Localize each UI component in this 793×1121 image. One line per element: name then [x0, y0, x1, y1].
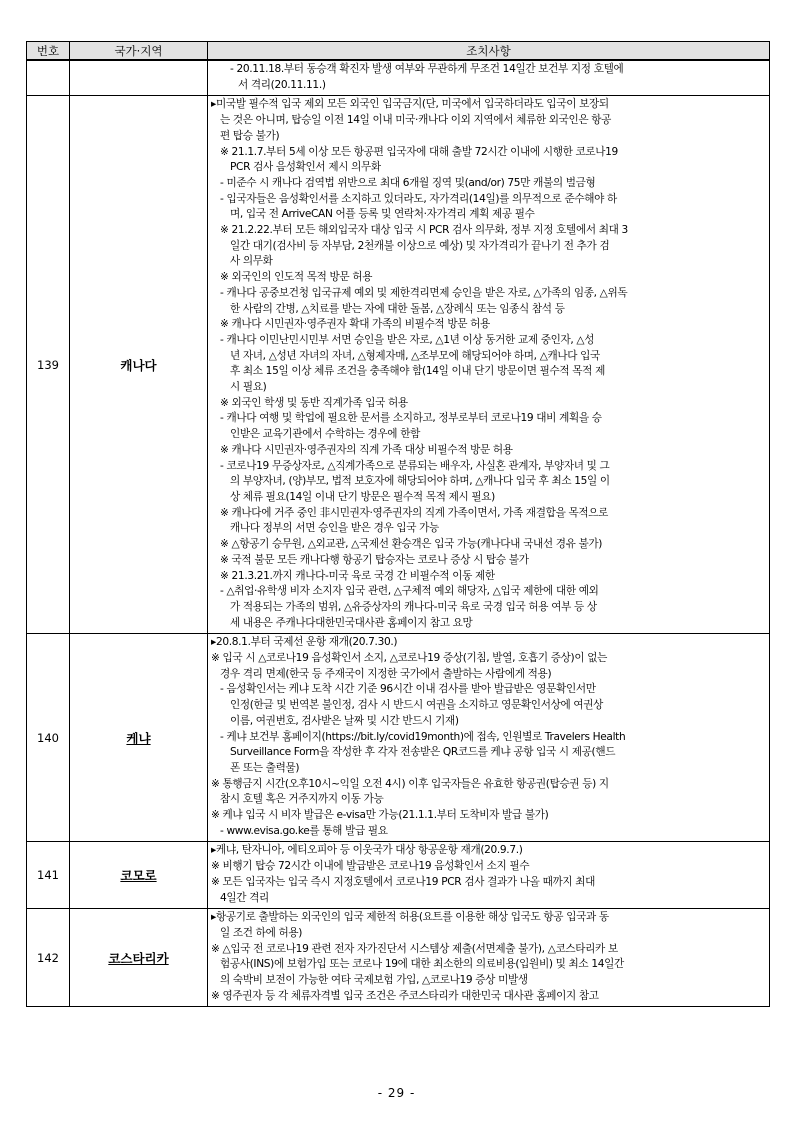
measure-line: ※ 21.1.7.부터 5세 이상 모든 항공편 입국자에 대해 출발 72시간 이내에 시행한 코로나19 — [220, 145, 618, 158]
measure-line: 의 숙박비 보전이 가능한 여타 국제보험 가입, △코로나19 증상 미발생 — [220, 974, 528, 987]
measure-line: 험공사(INS)에 보험가입 또는 코로나 19에 대한 최소한의 의료비용(입원비) 및 최소 14일간 — [220, 958, 624, 971]
country-name — [70, 96, 208, 634]
measures-cell — [208, 634, 770, 842]
measure-line: ※ 통행금지 시간(오후10시~익일 오전 4시) 이후 입국자들은 유효한 항공권(탑승권 등) 지 — [211, 777, 609, 790]
measure-line: 며, 입국 전 ArriveCAN 어플 등록 및 연락처·자가격리 계획 제공 필수 — [230, 208, 535, 221]
measure-line: - 음성확인서는 케냐 도착 시간 기준 96시간 이내 검사를 받아 발급받은 영문확인서만 — [220, 683, 596, 696]
measure-line: - 입국자들은 음성확인서를 소지하고 있더라도, 자가격리(14일)를 의무적으로 준수해야 하 — [220, 192, 617, 205]
country-name — [70, 909, 208, 1007]
measure-line: - 캐나다 공중보건청 입국규제 예외 및 제한격리면제 승인을 받은 자로, △가족의 임종, △위독 — [220, 286, 628, 299]
country-label: 코모로 — [120, 868, 157, 884]
header-measures: 조치사항 — [208, 42, 770, 61]
measure-line: 인정(한글 및 번역본 불인정, 검사 시 반드시 여권을 소지하고 영문확인서상에 여권상 — [230, 699, 604, 712]
measure-line: ▸20.8.1.부터 국제선 운항 재개(20.7.30.) — [211, 636, 398, 649]
measure-line: 일간 대기(검사비 등 자부담, 2천캐불 이상으로 예상) 및 자가격리가 끝나기 전 추가 검 — [230, 239, 610, 252]
measure-line: 캐나다 정부의 서면 승인을 받은 경우 입국 가능 — [230, 522, 439, 535]
measure-line: 한 사람의 간병, △치료를 받는 자에 대한 돌봄, △장례식 또는 임종식 참석 등 — [230, 302, 565, 315]
table-row — [27, 634, 770, 842]
measure-line: ※ 국적 불문 모든 캐나다행 항공기 탑승자는 코로나 증상 시 탑승 불가 — [220, 553, 529, 566]
measure-line: ※ 캐나다에 거주 중인 非시민권자·영주권자의 직계 가족이면서, 가족 재결합을 목적으로 — [220, 506, 609, 519]
measure-line: ※ 영주권자 등 각 체류자격별 입국 조건은 주코스타리카 대한민국 대사관 홈페이지 참고 — [211, 989, 599, 1002]
header-country: 국가·지역 — [70, 42, 208, 61]
measure-line: 년 자녀, △성년 자녀의 자녀, △형제자매, △조부모에 해당되어야 하며, △캐나다 입국 — [230, 349, 600, 362]
country-name — [70, 634, 208, 842]
measure-line: 는 것은 아니며, 탑승일 이전 14일 이내 미국·캐나다 이외 지역에서 체류한 외국인은 항공 — [220, 114, 612, 127]
measure-line: 참시 호텔 혹은 거주지까지 이동 가능 — [220, 793, 384, 806]
measure-line: ※ 캐나다 시민권자·영주권자 확대 가족의 비필수적 방문 허용 — [220, 318, 490, 331]
country-label: 코스타리카 — [108, 950, 169, 966]
table-row — [27, 842, 770, 909]
measures-cell — [208, 96, 770, 634]
header-no: 번호 — [27, 42, 70, 61]
measure-line: ▸미국발 필수적 입국 제외 모든 외국인 입국금지(단, 미국에서 입국하더라도 입국이 보장되 — [211, 98, 609, 111]
measure-line: 경우 격리 면제(한국 등 주재국이 지정한 국가에서 출발하는 사람에게 적용) — [220, 667, 552, 680]
measure-line: ※ 21.2.22.부터 모든 해외입국자 대상 입국 시 PCR 검사 의무화, 정부 지정 호텔에서 최대 3 — [220, 224, 628, 237]
measures-table — [26, 41, 770, 1007]
measure-line: ▸항공기로 출발하는 외국인의 입국 제한적 허용(요트를 이용한 해상 입국도 항공 입국과 동 — [211, 911, 609, 924]
measure-line: - 캐나다 여행 및 학업에 필요한 문서를 소지하고, 정부로부터 코로나19 대비 계획을 승 — [220, 412, 602, 425]
table-row — [27, 60, 770, 96]
table-row — [27, 909, 770, 1007]
measure-line: 사 의무화 — [230, 255, 273, 268]
measure-line: 폰 또는 출력물) — [230, 761, 300, 774]
measure-line: ※ 외국인의 인도적 목적 방문 허용 — [220, 271, 373, 284]
measure-line: - 캐나다 이민난민시민부 서면 승인을 받은 자로, △1년 이상 동거한 교제 중인자, △성 — [220, 333, 595, 346]
measure-line: 시 필요) — [230, 381, 267, 394]
measure-line: PCR 검사 음성확인서 제시 의무화 — [230, 161, 381, 174]
measure-line: - 미준수 시 캐나다 검역법 위반으로 최대 6개월 징역 및(and/or) 75만 캐불의 벌금형 — [220, 176, 596, 189]
measure-line: ※ 21.3.21.까지 캐나다-미국 육로 국경 간 비필수적 이동 제한 — [220, 569, 495, 582]
measure-line: - 20.11.18.부터 동승객 확진자 발생 여부와 무관하게 무조건 14일간 보건부 지정 호텔에 — [230, 63, 624, 75]
measure-line: 가 적용되는 가족의 범위, △유증상자의 캐나다-미국 육로 국경 입국 허용 여부 등 상 — [230, 600, 597, 613]
measure-line: ※ 비행기 탑승 72시간 이내에 발급받은 코로나19 음성확인서 소지 필수 — [211, 860, 530, 873]
table-body — [27, 60, 770, 1007]
row-number: 139 — [27, 96, 70, 634]
measure-line: 후 최소 15일 이상 체류 조건을 충족해야 함(14일 이내 단기 방문이면 필수적 목적 제 — [230, 365, 605, 378]
row-number: 141 — [27, 842, 70, 909]
row-number — [27, 60, 70, 96]
measure-line: 일 조건 하에 허용) — [220, 926, 303, 939]
measure-line: ※ △입국 전 코로나19 관련 전자 자가진단서 시스템상 제출(서면제출 불가), △코스타리카 보 — [211, 942, 618, 955]
measure-line: 의 부양자녀, (양)부모, 법적 보호자에 해당되어야 하며, △캐나다 입국 후 최소 15일 이 — [230, 475, 610, 488]
measure-line: - △취업·유학생 비자 소지자 입국 관련, △구체적 예외 해당자, △입국 제한에 대한 예외 — [220, 585, 599, 598]
country-label: 캐나다 — [120, 357, 157, 373]
country-label: 케냐 — [126, 730, 151, 746]
measure-line: - 코로나19 무증상자로, △직계가족으로 분류되는 배우자, 사실혼 관계자, 부양자녀 및 그 — [220, 459, 610, 472]
table-row — [27, 96, 770, 634]
measure-line[interactable]: - 케냐 보건부 홈페이지(https://bit.ly/covid19month)에 접속, 인원별로 Travelers Health — [220, 730, 626, 743]
measure-line: 세 내용은 주캐나다대한민국대사관 홈페이지 참고 요망 — [230, 616, 473, 629]
measure-line: ※ 입국 시 △코로나19 음성확인서 소지, △코로나19 증상(기침, 발열, 호흡기 증상)이 없는 — [211, 652, 607, 665]
country-name — [70, 842, 208, 909]
measure-line: 이름, 여권번호, 검사받은 날짜 및 시간 반드시 기재) — [230, 714, 459, 727]
row-number: 142 — [27, 909, 70, 1007]
measures-cell — [208, 909, 770, 1007]
measure-line[interactable]: - www.evisa.go.ke를 통해 발급 필요 — [220, 824, 388, 837]
measure-line: ▸케냐, 탄자니아, 에티오피아 등 이웃국가 대상 항공운항 재개(20.9.7.) — [211, 844, 523, 857]
row-number: 140 — [27, 634, 70, 842]
country-name — [70, 60, 208, 96]
page-number: - 29 - — [377, 1086, 416, 1100]
measure-line: ※ 외국인 학생 및 동반 직계가족 입국 허용 — [220, 396, 408, 409]
measure-line: ※ 모든 입국자는 입국 즉시 지정호텔에서 코로나19 PCR 검사 결과가 나올 때까지 최대 — [211, 875, 596, 888]
measure-line: ※ 케냐 입국 시 비자 발급은 e-visa만 가능(21.1.1.부터 도착비자 발급 불가) — [211, 809, 549, 822]
table-header-row — [27, 42, 770, 61]
measure-line: 편 탑승 불가) — [220, 129, 280, 142]
measures-cell — [208, 60, 770, 96]
measures-cell — [208, 842, 770, 909]
measure-line: 서 격리(20.11.11.) — [238, 78, 326, 91]
measure-line: ※ △항공기 승무원, △외교관, △국제선 환승객은 입국 가능(캐나다내 국내선 경유 불가) — [220, 538, 603, 551]
measure-line: 인받은 교육기관에서 수학하는 경우에 한함 — [230, 428, 420, 441]
measure-line: 4일간 격리 — [220, 891, 269, 904]
measure-line: Surveillance Form을 작성한 후 각자 전송받은 QR코드를 케냐 공항 입국 시 제공(핸드 — [230, 746, 616, 759]
measure-line: ※ 캐나다 시민권자·영주권자의 직계 가족 대상 비필수적 방문 허용 — [220, 443, 513, 456]
measure-line: 상 체류 필요(14일 이내 단기 방문은 필수적 목적 제시 필요) — [230, 490, 495, 503]
